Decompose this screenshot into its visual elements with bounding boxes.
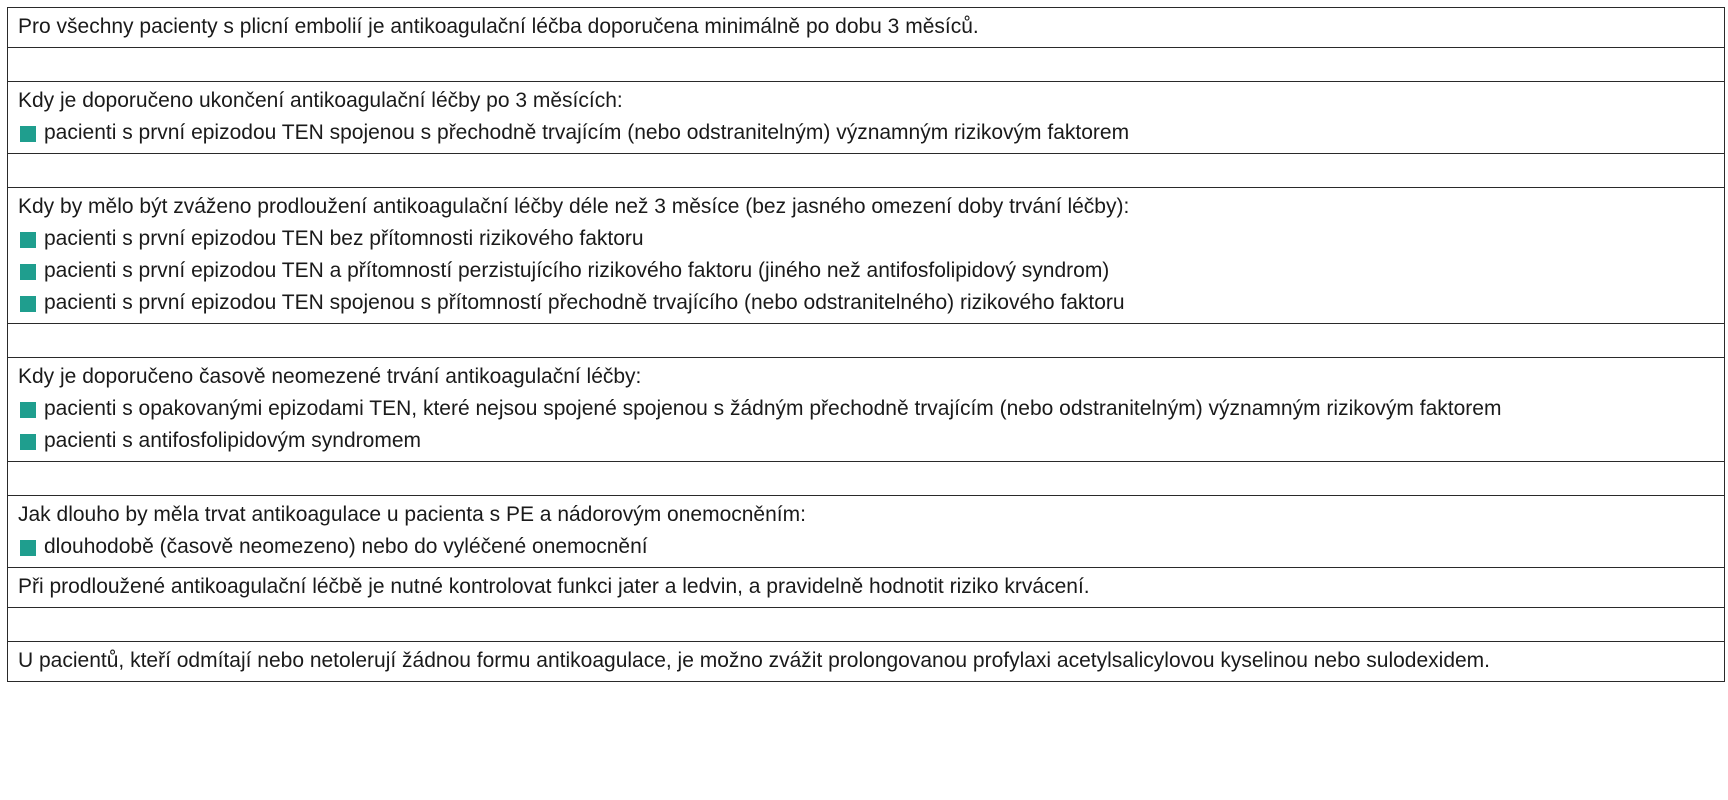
square-bullet-icon	[20, 232, 36, 248]
square-bullet-icon	[20, 434, 36, 450]
list-item-text: pacienti s opakovanými epizodami TEN, které nejsou spojené spojenou s žádným přechodně trvajícím (nebo odstranitelným) významným rizikovým faktorem	[44, 397, 1502, 420]
spacer-row	[8, 48, 1725, 82]
square-bullet-icon	[20, 402, 36, 418]
list-item	[18, 255, 1714, 287]
list-item	[18, 393, 1714, 425]
empty-cell	[8, 324, 1725, 358]
empty-cell	[8, 608, 1725, 642]
table-cell	[8, 188, 1725, 324]
bullet-list	[18, 117, 1714, 149]
recommendations-table	[7, 7, 1725, 682]
row-text: U pacientů, kteří odmítají nebo netolerují žádnou formu antikoagulace, je možno zvážit prolongovanou profylaxi acetylsalicylovou kyselinou nebo sulodexidem.	[18, 649, 1491, 672]
table-body	[8, 8, 1725, 682]
empty-cell	[8, 48, 1725, 82]
list-item-text: pacienti s první epizodou TEN spojenou s přítomností přechodně trvajícího (nebo odstranitelného) rizikového faktoru	[44, 291, 1125, 314]
table-cell	[8, 642, 1725, 682]
table-cell	[8, 568, 1725, 608]
list-item	[18, 425, 1714, 457]
empty-cell	[8, 154, 1725, 188]
row-text: Při prodloužené antikoagulační léčbě je nutné kontrolovat funkci jater a ledvin, a pravidelně hodnotit riziko krvácení.	[18, 575, 1090, 598]
section-heading: Kdy je doporučeno časově neomezené trvání antikoagulační léčby:	[18, 365, 642, 388]
spacer-row	[8, 154, 1725, 188]
list-item-text: dlouhodobě (časově neomezeno) nebo do vyléčené onemocnění	[44, 535, 648, 558]
section-heading: Jak dlouho by měla trvat antikoagulace u pacienta s PE a nádorovým onemocněním:	[18, 503, 806, 526]
square-bullet-icon	[20, 264, 36, 280]
list-item	[18, 531, 1714, 563]
list-item-text: pacienti s první epizodou TEN a přítomností perzistujícího rizikového faktoru (jiného než antifosfolipidový syndrom)	[44, 259, 1110, 282]
table-row	[8, 358, 1725, 462]
table-row	[8, 642, 1725, 682]
table-row	[8, 82, 1725, 154]
list-item-text: pacienti s antifosfolipidovým syndromem	[44, 429, 421, 452]
table-cell	[8, 496, 1725, 568]
section-heading: Kdy by mělo být zváženo prodloužení antikoagulační léčby déle než 3 měsíce (bez jasného omezení doby trvání léčby):	[18, 195, 1130, 218]
square-bullet-icon	[20, 126, 36, 142]
spacer-row	[8, 324, 1725, 358]
square-bullet-icon	[20, 540, 36, 556]
bullet-list	[18, 531, 1714, 563]
table-row	[8, 8, 1725, 48]
list-item	[18, 287, 1714, 319]
table-row	[8, 188, 1725, 324]
table-row	[8, 568, 1725, 608]
row-text: Pro všechny pacienty s plicní embolií je antikoagulační léčba doporučena minimálně po dobu 3 měsíců.	[18, 15, 979, 38]
table-cell	[8, 358, 1725, 462]
list-item-text: pacienti s první epizodou TEN spojenou s přechodně trvajícím (nebo odstranitelným) významným rizikovým faktorem	[44, 121, 1130, 144]
section-heading: Kdy je doporučeno ukončení antikoagulační léčby po 3 měsících:	[18, 89, 623, 112]
bullet-list	[18, 223, 1714, 319]
list-item	[18, 117, 1714, 149]
table-cell	[8, 8, 1725, 48]
empty-cell	[8, 462, 1725, 496]
list-item	[18, 223, 1714, 255]
bullet-list	[18, 393, 1714, 457]
list-item-text: pacienti s první epizodou TEN bez přítomnosti rizikového faktoru	[44, 227, 644, 250]
table-row	[8, 496, 1725, 568]
spacer-row	[8, 608, 1725, 642]
table-cell	[8, 82, 1725, 154]
square-bullet-icon	[20, 296, 36, 312]
spacer-row	[8, 462, 1725, 496]
